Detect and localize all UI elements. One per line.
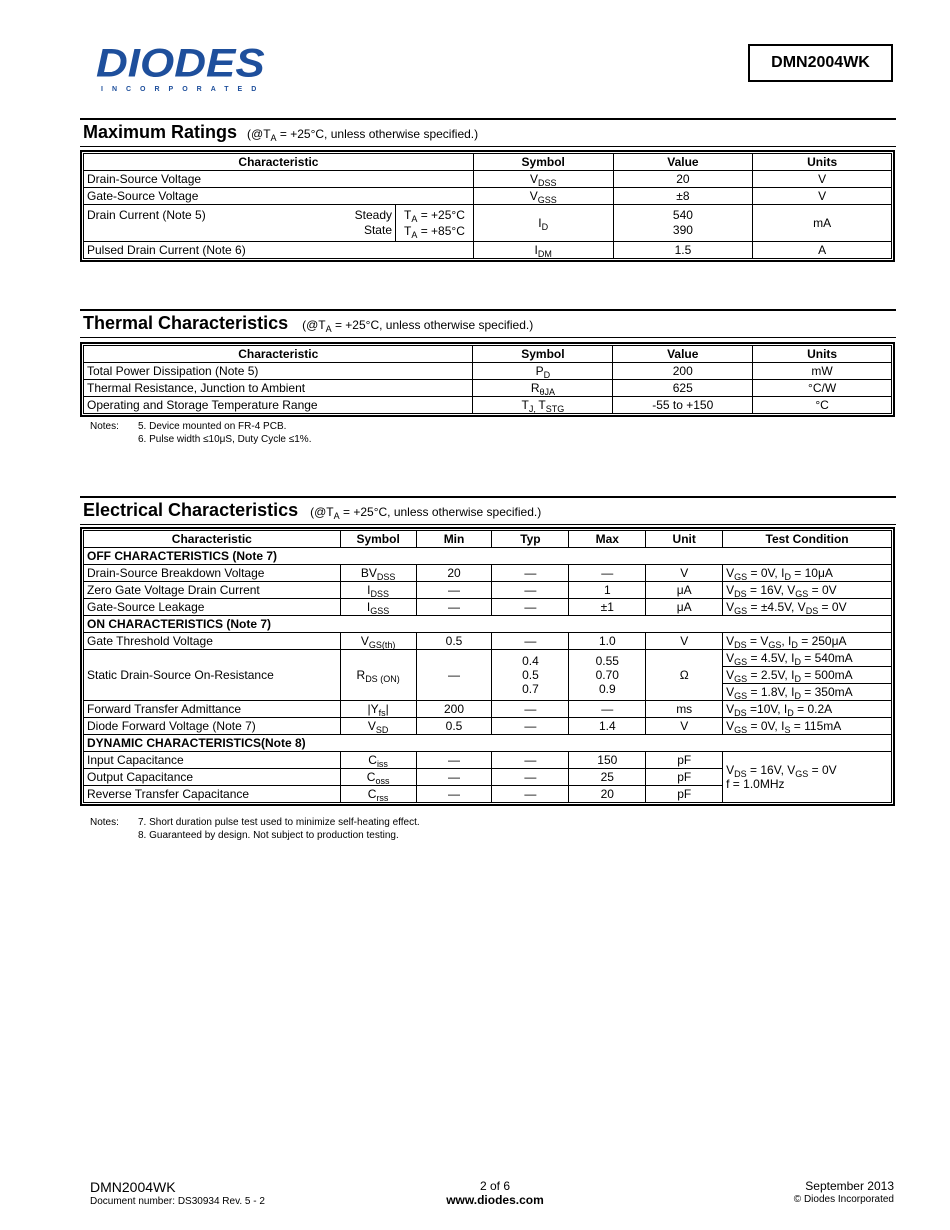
table-row: Input Capacitance $C_{iss}$ — — 150 pF $V_{DS} = 16V$, $V_{GS} = 0V$ f = 1.0MHz (84, 752, 892, 769)
thermal-condition: ($@T_A = +25^\circ C$, unless otherwise specified.) (302, 318, 534, 334)
section-rule (80, 337, 896, 338)
table-row: Drain Current (Note 5) Steady State $T_A = +25^\circ C$ $T_A = +85^\circ C$ $I_D$ 540 390 mA (84, 205, 892, 242)
table-row: Thermal Resistance, Junction to Ambient $R_{\theta JA}$ 625 °C/W (84, 380, 892, 397)
section-rule (80, 524, 896, 525)
table-row: Zero Gate Voltage Drain Current $I_{DSS}$ — — 1 μA $V_{DS} = 16V$, $V_{GS} = 0V$ (84, 582, 892, 599)
max-ratings-title: Maximum Ratings (83, 122, 238, 142)
thermal-title: Thermal Characteristics (83, 313, 289, 333)
section-rule (80, 118, 896, 120)
table-row: Gate-Source Voltage $V_{GSS}$ ±8 V (84, 188, 892, 205)
table-row: Static Drain-Source On-Resistance $R_{DS (ON)}$ — 0.4 0.5 0.7 0.55 0.70 0.9 Ω $V_{GS} = 4.5V$, $I_D = 540mA$ (84, 650, 892, 667)
notes-block-1: Notes: 5. Device mounted on FR-4 PCB. 6. Pulse width ≤10μS, Duty Cycle ≤1%. (90, 421, 312, 445)
electrical-table (83, 530, 892, 803)
table-header-row: Characteristic Symbol Value Units (84, 154, 892, 171)
group-row-on: ON CHARACTERISTICS (Note 7) (84, 616, 892, 633)
notes-block-2: Notes: 7. Short duration pulse test used to minimize self-heating effect. 8. Guaranteed by design. Not subject to production testing. (90, 817, 420, 841)
table-header-row: Characteristic Symbol Min Typ Max Unit Test Condition (84, 531, 892, 548)
table-row: Gate Threshold Voltage $V_{GS(th)}$ 0.5 — 1.0 V $V_{DS} = V_{GS}$, $I_D = 250\mu A$ (84, 633, 892, 650)
table-row: Operating and Storage Temperature Range $T_{J,}$ $T_{STG}$ -55 to +150 °C (84, 397, 892, 414)
table-row: Forward Transfer Admittance $|Y_{fs}|$ 200 — — ms $V_{DS} =10V$, $I_D = 0.2A$ (84, 701, 892, 718)
section-rule (80, 496, 896, 498)
electrical-heading (83, 500, 541, 521)
section-rule (80, 146, 896, 147)
part-number-box: DMN2004WK (748, 44, 893, 82)
footer-date: September 2013 (805, 1179, 894, 1193)
table-row: $V_{GS} = 2.5V$, $I_D = 500mA$ (84, 667, 892, 684)
footer-website-link[interactable]: www.diodes.com (446, 1193, 544, 1207)
footer-document-number: Document number: DS30934 Rev. 5 - 2 (90, 1196, 265, 1207)
thermal-heading (83, 313, 533, 334)
max-ratings-table (83, 153, 892, 259)
footer-copyright: © Diodes Incorporated (793, 1194, 894, 1205)
table-row: $V_{GS} = 1.8V$, $I_D = 350mA$ (84, 684, 892, 701)
electrical-title: Electrical Characteristics (83, 500, 299, 520)
electrical-condition: ($@T_A = +25^\circ C$, unless otherwise specified.) (310, 505, 542, 521)
table-row: Total Power Dissipation (Note 5) $P_D$ 200 mW (84, 363, 892, 380)
table-row: Gate-Source Leakage $I_{GSS}$ — — ±1 μA $V_{GS} = \pm 4.5V$, $V_{DS} = 0V$ (84, 599, 892, 616)
group-row-dynamic: DYNAMIC CHARACTERISTICS(Note 8) (84, 735, 892, 752)
table-row: Reverse Transfer Capacitance $C_{rss}$ — — 20 pF (84, 786, 892, 803)
footer-part-number: DMN2004WK (90, 1179, 176, 1195)
group-row-off: OFF CHARACTERISTICS (Note 7) (84, 548, 892, 565)
footer-page-number: 2 of 6 (479, 1179, 511, 1193)
table-header-row: Characteristic Symbol Value Units (84, 346, 892, 363)
table-row: Drain-Source Breakdown Voltage $BV_{DSS}$ 20 — — V $V_{GS} = 0V$, $I_D = 10\mu A$ (84, 565, 892, 582)
table-row: Pulsed Drain Current (Note 6) $I_{DM}$ 1.5 A (84, 242, 892, 259)
section-rule (80, 309, 896, 311)
table-row: Diode Forward Voltage (Note 7) $V_{SD}$ 0.5 — 1.4 V $V_{GS} = 0V$, $I_S = 115mA$ (84, 718, 892, 735)
company-logo-subtitle: INCORPORATED (101, 86, 266, 93)
table-row: Output Capacitance $C_{oss}$ — — 25 pF (84, 769, 892, 786)
table-row: Drain-Source Voltage $V_{DSS}$ 20 V (84, 171, 892, 188)
max-ratings-heading (83, 122, 478, 143)
max-ratings-condition: ($@T_A = +25^\circ C$, unless otherwise specified.) (247, 127, 479, 143)
company-logo: DIODES (96, 41, 265, 86)
thermal-table (83, 345, 892, 414)
